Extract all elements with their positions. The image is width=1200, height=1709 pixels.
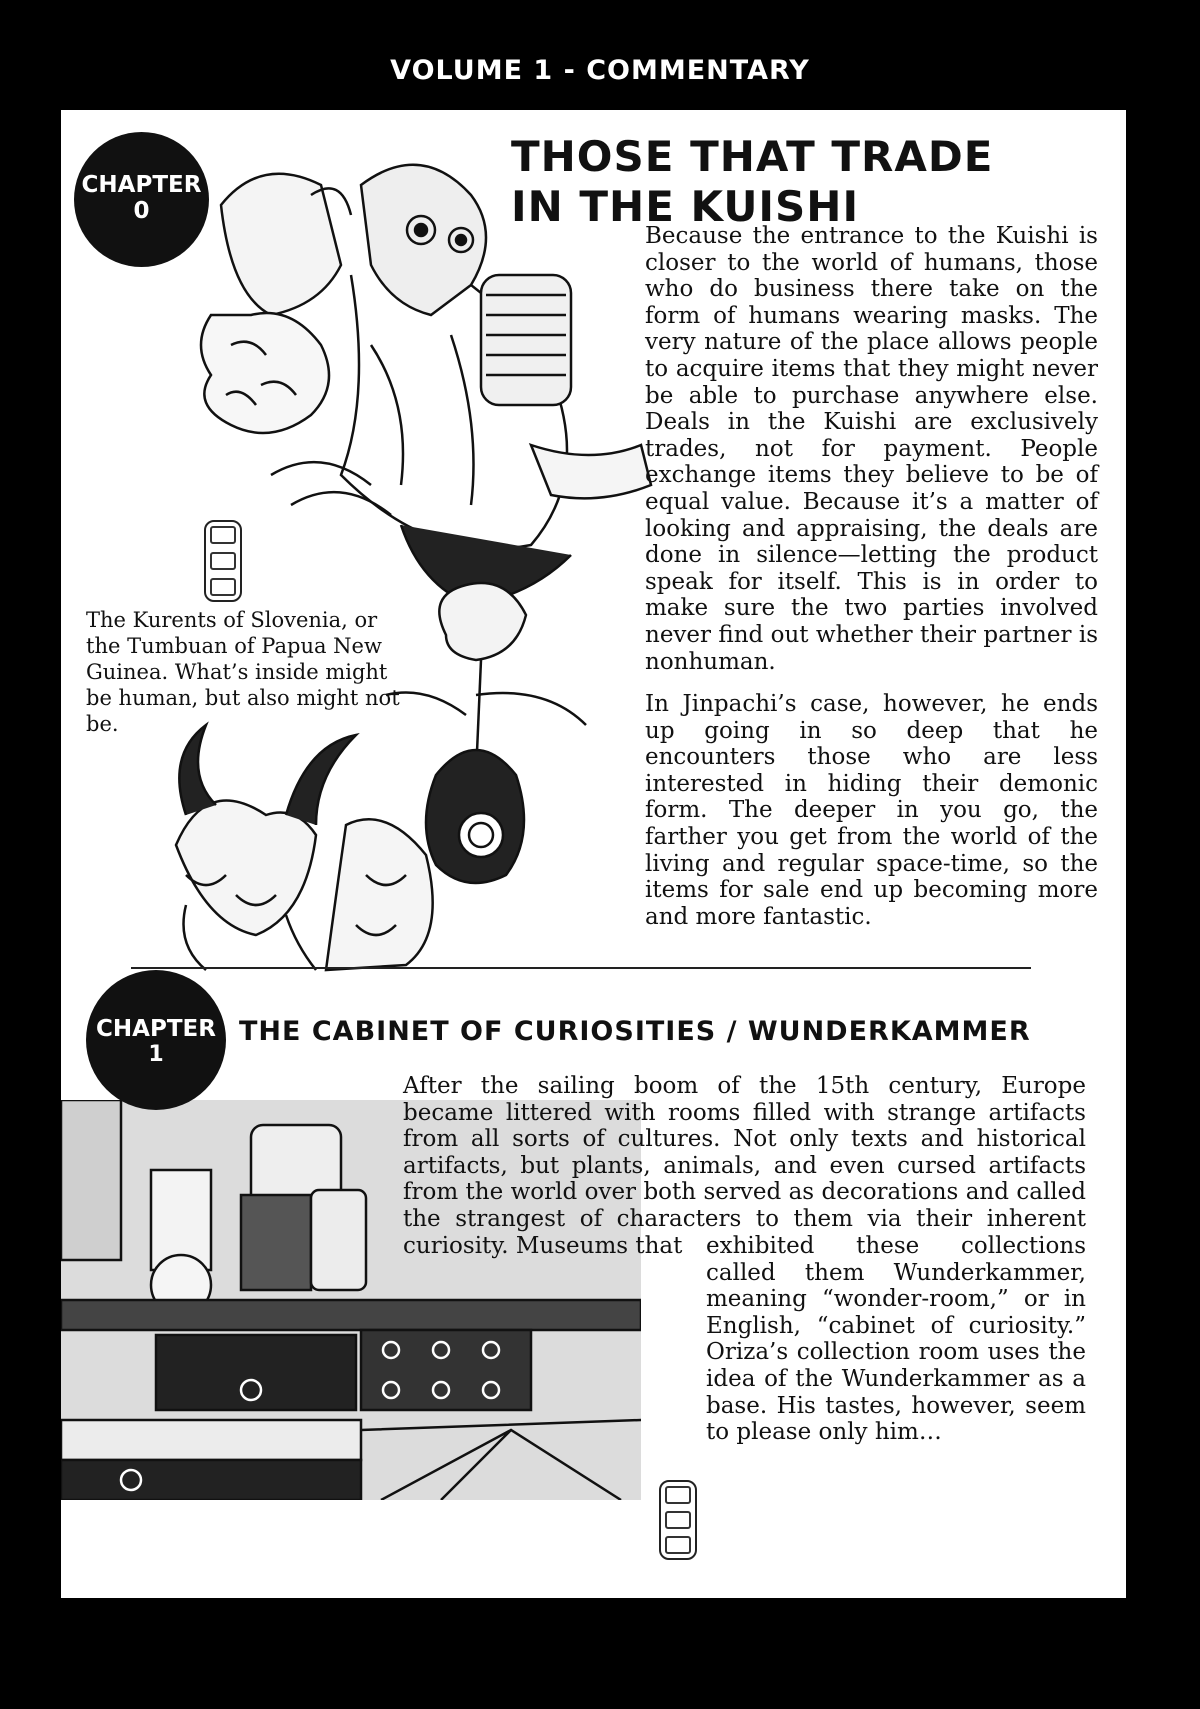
page-header: VOLUME 1 - COMMENTARY: [390, 55, 810, 86]
chapter-1-badge-word: CHAPTER: [96, 1016, 216, 1042]
chapter-0-title-line-1: THOSE THAT TRADE: [511, 132, 994, 181]
chapter-1-title: THE CABINET OF CURIOSITIES / WUNDERKAMMER: [239, 1016, 1031, 1047]
chapter-0-caption: The Kurents of Slovenia, or the Tumbuan of Papua New Guinea. What’s inside might be human, but also might not be.: [86, 608, 400, 736]
chapter-0-title-line-2: IN THE KUISHI: [511, 182, 860, 231]
chapter-1-paragraph-top: After the sailing boom of the 15th century, Europe became littered with rooms filled with strange artifacts from all sorts of cultures. Not only texts and historical artifacts, but plants, animals, and even cursed artifacts from the world over both served as decorations and called the strangest of characters to them via their inherent curiosity. Museums that: [403, 1073, 1086, 1259]
artist-seal-stamp-2: [659, 1480, 697, 1560]
chapter-0-paragraph-2: In Jinpachi’s case, however, he ends up going in so deep that he encounters those who are less interested in hiding their demonic form. The deeper in you go, the farther you get from the world of the living and regular space-time, so the items for sale end up becoming more and more fantastic.: [645, 691, 1098, 930]
chapter-0-paragraph-1: Because the entrance to the Kuishi is closer to the world of humans, those who do business there take on the form of humans wearing masks. The very nature of the place allows people to acquire items that they might never be able to purchase anywhere else. Deals in the Kuishi are exclusively trades, not for payment. People exchange items they believe to be of equal value. Because it’s a matter of looking and appraising, the deals are done in silence—letting the product speak for itself. This is in order to make sure the two parties involved never find out whether their partner is nonhuman.: [645, 223, 1098, 675]
chapter-0-badge-word: CHAPTER: [81, 172, 202, 198]
chapter-0-badge-number: 0: [133, 198, 150, 224]
chapter-1-badge-number: 1: [148, 1042, 164, 1067]
section-divider: [131, 967, 1031, 969]
commentary-page: [61, 110, 1126, 1598]
chapter-0-title: [511, 132, 993, 232]
chapter-1-paragraph-bottom: exhibited these collections called them Wunderkammer, meaning “wonder-room,” or in English, “cabinet of curiosity.” Oriza’s collection room uses the idea of the Wunderkammer as a base. His tastes, however, seem to please only him…: [706, 1233, 1086, 1446]
chapter-1-badge: [86, 970, 226, 1110]
chapter-0-body: [645, 223, 1098, 930]
kurent-tumbuan-illustration: [146, 575, 666, 1075]
chapter-0-badge: [74, 132, 209, 267]
